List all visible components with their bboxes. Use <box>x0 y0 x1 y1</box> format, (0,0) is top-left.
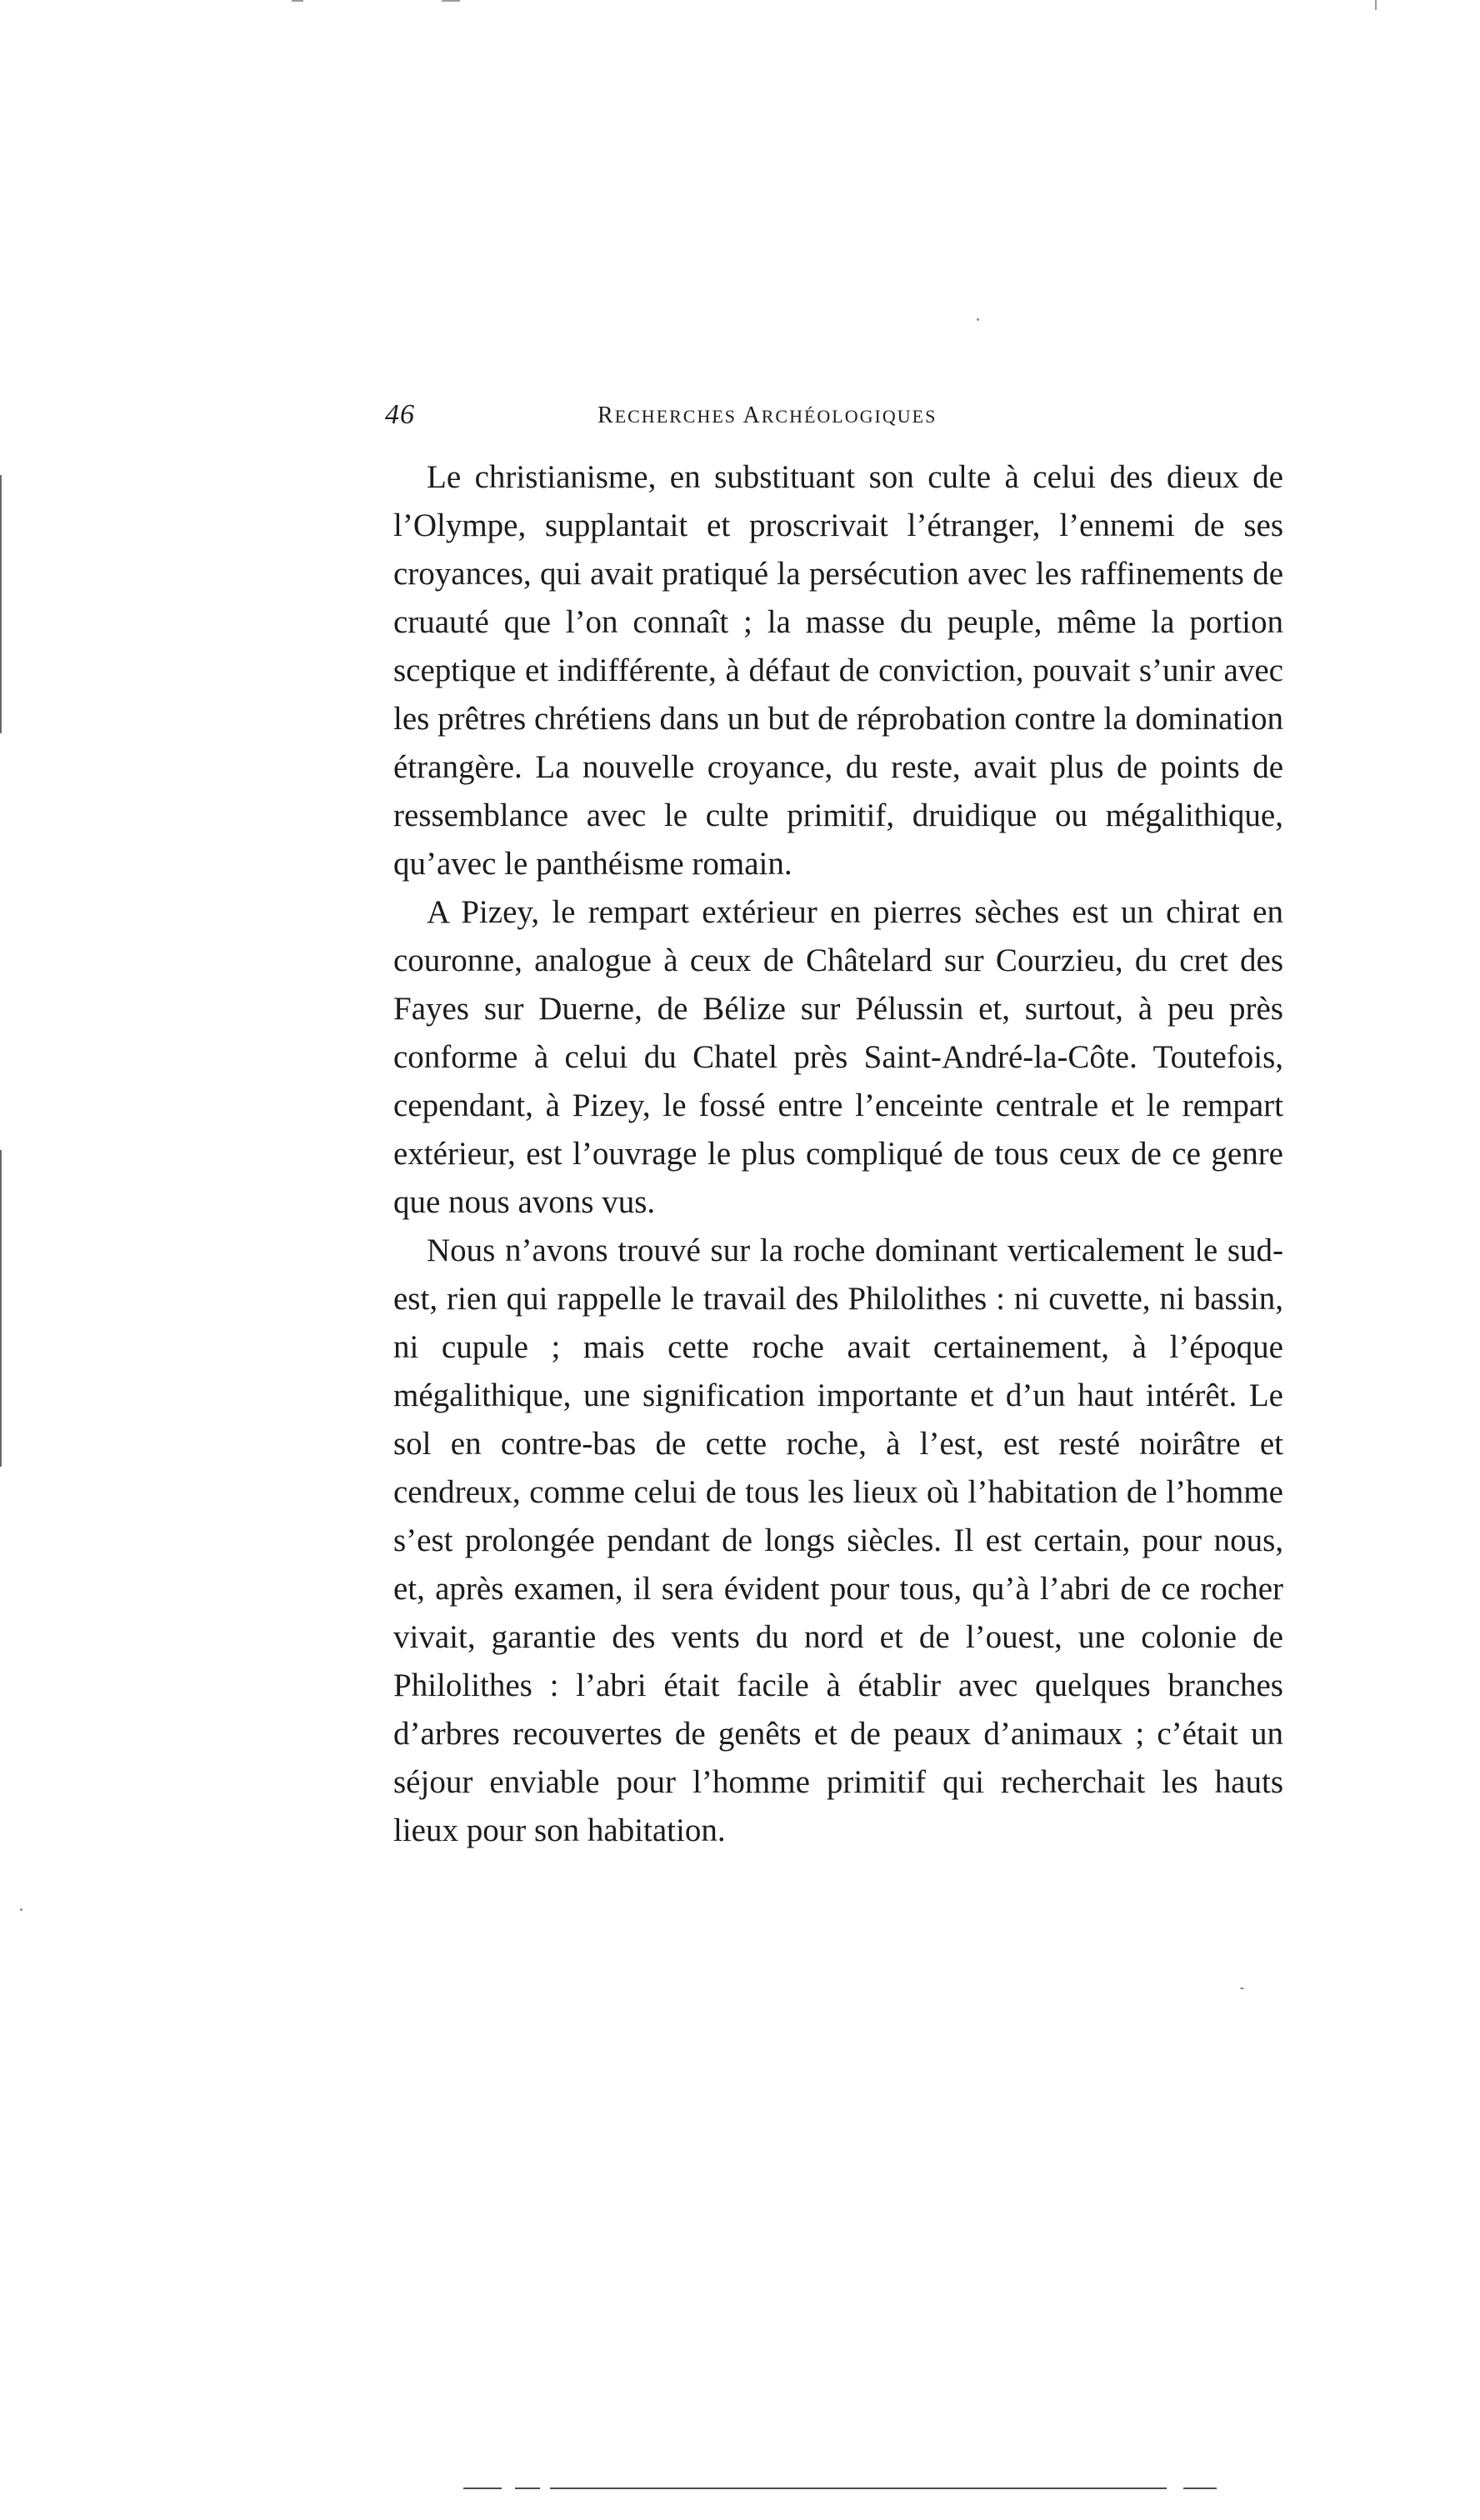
running-head-word: ECHERCHES <box>614 406 738 427</box>
scan-speck <box>977 318 979 321</box>
body-text <box>393 453 1283 1855</box>
paragraph: Le christianisme, en substituant son culte à celui des dieux de l’Olympe, supplantait et proscrivait l’étranger, l’ennemi de ses croyances, qui avait pratiqué la persécution avec les raffinements de cruauté que l’on connaît ; la masse du peuple, même la portion sceptique et indifférente, à défaut de conviction, pouvait s’unir avec les prêtres chrétiens dans un but de réprobation contre la domination étrangère. La nouvelle croyance, du reste, avait plus de points de ressemblance avec le culte primitif, druidique ou mégalithique, qu’avec le panthéisme romain. <box>393 459 1283 882</box>
running-head-initial: A <box>742 402 762 428</box>
bottom-rule <box>550 2488 1167 2489</box>
running-head <box>598 402 937 431</box>
scan-edge-mark <box>442 0 460 2</box>
scan-speck <box>1240 1988 1244 1989</box>
running-head-initial: R <box>598 402 615 428</box>
left-margin-rule <box>0 1150 2 1467</box>
bottom-rule <box>515 2488 540 2489</box>
paragraph: A Pizey, le rempart extérieur en pierres sèches est un chirat en couronne, analogue à ceux de Châtelard sur Courzieu, du cret des Fayes sur Duerne, de Bélize sur Pélussin et, surtout, à peu près conforme à celui du Chatel près Saint-André-la-Côte. Toutefois, cependant, à Pizey, le fossé entre l’enceinte centrale et le rempart extérieur, est l’ouvrage le plus compliqué de tous ceux de ce genre que nous avons vus. <box>393 894 1283 1220</box>
bottom-rule <box>1183 2488 1217 2489</box>
page-header <box>385 398 1285 440</box>
scan-edge-mark <box>1375 0 1377 10</box>
paragraph: Nous n’avons trouvé sur la roche dominant verticalement le sud-est, rien qui rappelle le travail des Philolithes : ni cuvette, ni bassin, ni cupule ; mais cette roche avait certainement, à l’époque mégalithique, une signification importante et d’un haut intérêt. Le sol en contre-bas de cette roche, à l’est, est resté noirâtre et cendreux, comme celui de tous les lieux où l’habitation de l’homme s’est prolongée pendant de longs siècles. Il est certain, pour nous, et, après examen, il sera évident pour tous, qu’à l’abri de ce rocher vivait, garantie des vents du nord et de l’ouest, une colonie de Philolithes : l’abri était facile à établir avec quelques branches d’arbres recouvertes de genêts et de peaux d’animaux ; c’était un séjour enviable pour l’homme primitif qui recherchait les hauts lieux pour son habitation. <box>393 1232 1283 1848</box>
running-head-word: RCHÉOLOGIQUES <box>761 406 938 427</box>
left-margin-rule <box>0 475 2 733</box>
scan-speck <box>20 1908 22 1911</box>
page-number: 46 <box>385 399 415 430</box>
scan-edge-mark <box>292 0 303 2</box>
bottom-rule <box>463 2488 502 2489</box>
